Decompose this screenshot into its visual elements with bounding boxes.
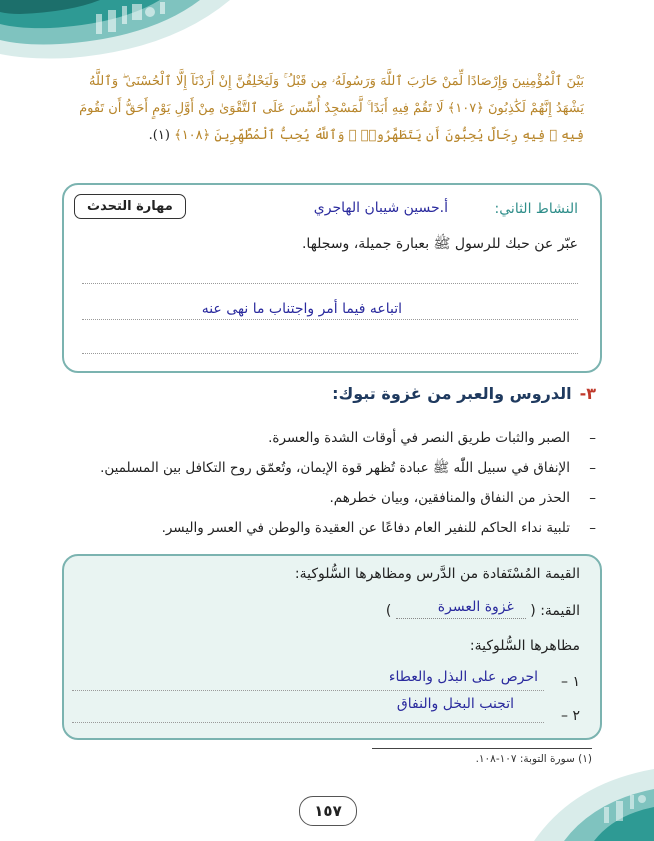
behavior-number-2: ٢ – <box>561 708 580 724</box>
footnote-divider <box>372 748 592 749</box>
quran-line-text: فِيهِ ۚ فِيهِ رِجَالٌ يُحِبُّونَ أَن يَتَطَهَّرُوا۟ ۚ وَٱللَّهُ يُحِبُّ ٱلْمُطَّهِّرِينَ ﴿١٠٨﴾ <box>174 128 584 143</box>
skill-badge: مهارة التحدث <box>74 194 186 219</box>
behaviors-label: مظاهرها السُّلوكية: <box>469 638 580 654</box>
lessons-list <box>36 423 596 543</box>
list-item: –الإنفاق في سبيل اللّٰه ﷺ عبادة تُظهر قوة الإيمان، وتُعمّق روح التكافل بين المسلمين. <box>100 460 596 476</box>
list-item: –تلبية نداء الحاكم للنفير العام دفاعًا عن العقيدة والوطن في العسر واليسر. <box>161 520 596 536</box>
behavior-answer-1: احرص على البذل والعطاء <box>388 669 538 685</box>
quran-line <box>64 122 584 149</box>
page-number: ١٥٧ <box>299 796 357 826</box>
answer-line-3[interactable] <box>82 353 578 354</box>
behavior-line-2[interactable] <box>72 722 544 723</box>
behavior-line-1[interactable] <box>72 690 544 691</box>
answer-line-1[interactable] <box>82 283 578 284</box>
activity-title: النشاط الثاني: <box>494 201 578 217</box>
list-item: –الصبر والثبات طريق النصر في أوقات الشدة والعسرة. <box>268 430 596 446</box>
lessons-heading <box>332 384 596 403</box>
corner-ornament-bottom <box>534 763 654 841</box>
behavior-answer-2: اتجنب البخل والنفاق <box>396 696 514 712</box>
value-heading: القيمة المُسْتَفادة من الدَّرس ومظاهرها السُّلوكية: <box>294 566 580 582</box>
footnote-reference: (١). <box>148 128 170 143</box>
quran-line: يَشْهَدُ إِنَّهُمْ لَكَٰذِبُونَ ﴿١٠٧﴾ لَا تَقُمْ فِيهِ أَبَدًا ۚ لَّمَسْجِدٌ أُسِّسَ عَلَى ٱلتَّقْوَىٰ مِنْ أَوَّلِ يَوْمٍ أَحَقُّ أَن تَقُومَ <box>79 101 584 116</box>
value-box <box>62 554 602 740</box>
value-row <box>385 599 580 619</box>
list-item: –الحذر من النفاق والمنافقين، وبيان خطرهم. <box>329 490 596 506</box>
quran-line: بَيْنَ ٱلْمُؤْمِنِينَ وَإِرْصَادًا لِّمَنْ حَارَبَ ٱللَّهَ وَرَسُولَهُۥ مِن قَبْلُ ۚ وَلَيَحْلِفُنَّ إِنْ أَرَدْنَآ إِلَّا ٱلْحُسْنَىٰ ۖ وَٱللَّهُ <box>88 74 584 89</box>
activity-prompt: عبّر عن حبك للرسول ﷺ بعبارة جميلة، وسجلها. <box>301 236 578 252</box>
quran-verses <box>64 68 584 149</box>
value-answer: غزوة العسرة <box>437 599 514 615</box>
answer-line-2[interactable] <box>82 319 578 320</box>
value-close: ) <box>385 603 392 619</box>
lessons-title: الدروس والعبر من غزوة تبوك: <box>332 384 572 403</box>
lessons-number: ٣- <box>579 384 596 403</box>
value-label: القيمة: ( <box>530 603 580 619</box>
behavior-number-1: ١ – <box>561 674 580 690</box>
activity-answer: اتباعه فيما أمر واجتناب ما نهى عنه <box>201 301 402 317</box>
corner-ornament-top <box>0 0 230 62</box>
footnote: (١) سورة التوبة: ١٠٧-١٠٨. <box>475 753 592 765</box>
teacher-name: أ.حسين شيبان الهاجري <box>313 200 448 216</box>
activity-box <box>62 183 602 373</box>
value-answer-field[interactable] <box>396 599 526 619</box>
